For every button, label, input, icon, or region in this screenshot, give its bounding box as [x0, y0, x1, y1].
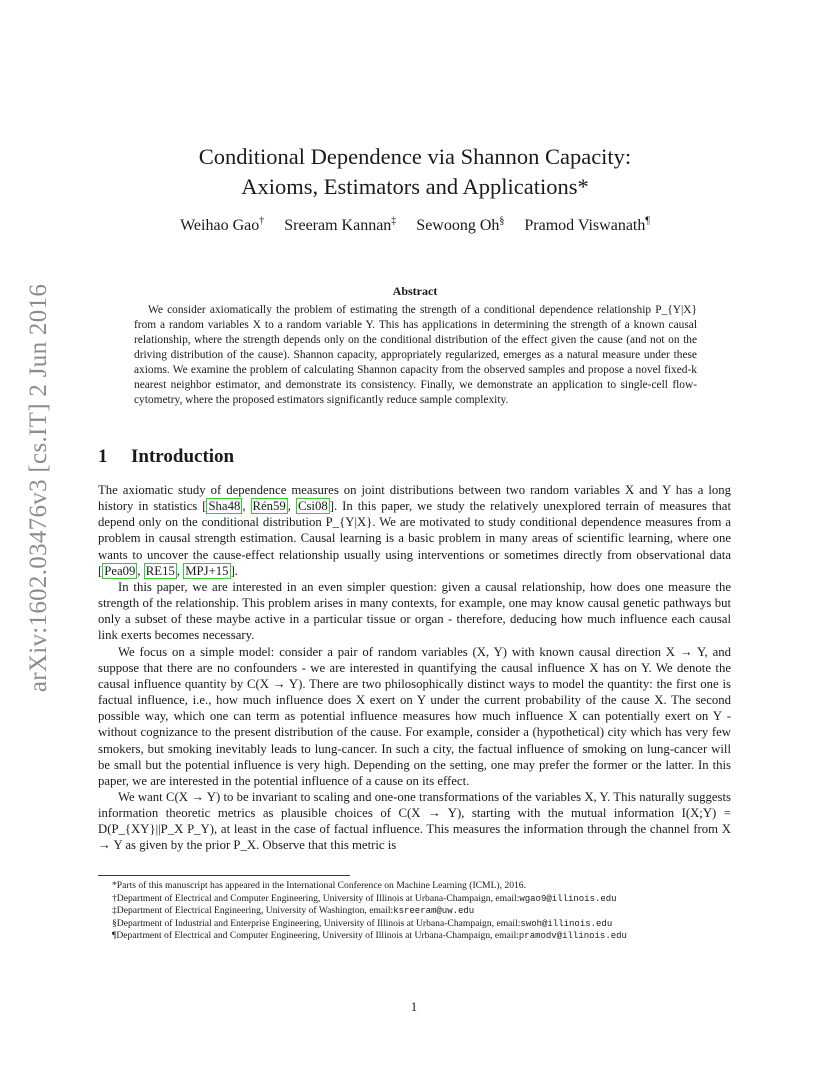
abstract-body — [134, 303, 697, 408]
citation-link[interactable]: Csi08 — [297, 499, 328, 514]
paragraph: We focus on a simple model: consider a pair of random variables (X, Y) with known causal direction X → Y, and suppose that there are no confounders - we are interested in quantifying the causal influence X has on Y. We denote the causal influence quantity by C(X → Y). There are two philosophically distinct ways to model the quantity: the first one is factual influence, i.e., how much influence does X exert on Y under the current probability of the cause X. The second possible way, which one can term as potential influence measures how much influence X can potentially exert on Y - without cognizance to the present distribution of the cause. For example, consider a (hypothetical) city which has very few smokers, but smoking inevitably leads to lung-cancer. In such a city, the factual influence of smoking on lung-cancer will be small but the potential influence is very high. Depending on the setting, one may prefer the former or the latter. In this paper, we are interested in the potential influence of a cause on its effect. — [98, 644, 731, 788]
author: Sreeram Kannan‡ — [284, 216, 397, 235]
footnote: †Department of Electrical and Computer Engineering, University of Illinois at Urbana-Champaign, email:wgao9@illinois.edu — [112, 892, 617, 904]
author: Pramod Viswanath¶ — [524, 216, 650, 235]
footnote: *Parts of this manuscript has appeared in the International Conference on Machine Learning (ICML), 2016. — [112, 880, 527, 891]
paper-title — [120, 142, 710, 202]
author: Weihao Gao† — [180, 216, 265, 235]
arxiv-identifier-text: arXiv:1602.03476v3 [cs.IT] 2 Jun 2016 — [25, 283, 52, 692]
section-number: 1 — [98, 446, 108, 467]
page-number: 1 — [410, 1000, 418, 1014]
title-line-1: Conditional Dependence via Shannon Capacity: — [198, 144, 632, 169]
abstract-text: We consider axiomatically the problem of estimating the strength of a conditional dependence relationship P_{Y|X} from a random variables X to a random variable Y. This has applications in determining the strength of a known causal relationship, where the strength depends only on the conditional distribution of the effect given the cause (and not on the driving distribution of the cause). Shannon capacity, appropriately regularized, emerges as a natural measure under these axioms. We examine the problem of calculating Shannon capacity from the observed samples and propose a novel fixed-k nearest neighbor estimator, and demonstrate its consistency. Finally, we demonstrate an application to single-cell flow-cytometry, where the proposed estimators significantly reduce sample complexity. — [134, 304, 697, 406]
citation-link[interactable]: MPJ+15 — [185, 563, 229, 578]
email-link[interactable]: wgao9@illinois.edu — [519, 893, 617, 904]
paragraph: We want C(X → Y) to be invariant to scaling and one-one transformations of the variables X, Y. This naturally suggests information theoretic metrics as plausible choices of C(X → Y), starting with the mutual information I(X;Y) = D(P_{XY}||P_X P_Y), at least in the case of factual influence. This measures the information through the channel from X → Y as given by the prior P_X. Observe that this metric is — [98, 789, 731, 853]
section-heading — [98, 446, 234, 468]
author: Sewoong Oh§ — [416, 216, 505, 235]
footnotes — [98, 880, 731, 943]
citation-link[interactable]: Sha48 — [208, 499, 241, 514]
email-link[interactable]: ksreeram@uw.edu — [393, 906, 475, 917]
author-list — [120, 216, 710, 235]
footnote: ‡Department of Electrical Engineering, University of Washington, email:ksreeram@uw.edu — [112, 905, 475, 917]
paragraph: The axiomatic study of dependence measures on joint distributions between two random variables X and Y has a long history in statistics [ Sha48 , Rén59 , Csi08 ]. In this paper, we study the relatively unexplored terrain of measures that depend only on the conditional distribution P_{Y|X}. We are motivated to study conditional dependence measures from a problem in causal strength estimation. Causal learning is a basic problem in many areas of scientific learning, where one wants to uncover the cause-effect relationship usually using interventions or sometimes directly from observational data [ Pea09 , RE15 , MPJ+15 ]. — [98, 483, 731, 578]
footnote: ¶Department of Electrical and Computer Engineering, University of Illinois at Urbana-Champaign, email:pramodv@illinois.edu — [112, 930, 627, 942]
citation-link[interactable]: RE15 — [145, 563, 175, 578]
body-text — [98, 482, 731, 854]
footnote-rule — [98, 875, 350, 876]
abstract-heading: Abstract — [392, 284, 438, 298]
title-line-2: Axioms, Estimators and Applications* — [241, 174, 589, 199]
section-title: Introduction — [131, 446, 235, 467]
paragraph: In this paper, we are interested in an even simpler question: given a causal relationship, how does one measure the strength of the relationship. This problem arises in many contexts, for example, one may know causal genetic pathways but only a subset of these maybe active in a particular tissue or organ - therefore, deducing how much influence each causal link exerts becomes necessary. — [98, 579, 731, 643]
arxiv-identifier — [18, 283, 60, 692]
email-link[interactable]: pramodv@illinois.edu — [518, 931, 627, 942]
citation-link[interactable]: Pea09 — [104, 563, 136, 578]
email-link[interactable]: swoh@illinois.edu — [520, 918, 613, 929]
footnote: §Department of Industrial and Enterprise Engineering, University of Illinois at Urbana-Champaign, email:swoh@illinois.edu — [112, 917, 613, 929]
citation-link[interactable]: Rén59 — [252, 499, 286, 514]
